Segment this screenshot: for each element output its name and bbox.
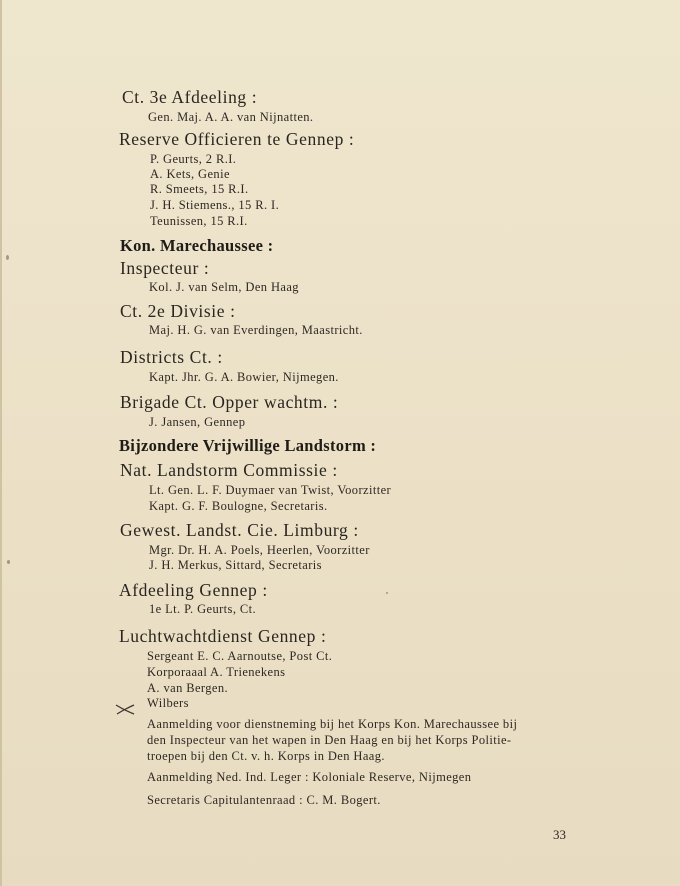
section-entry: Kol. J. van Selm, Den Haag	[149, 280, 299, 294]
section-entry: Mgr. Dr. H. A. Poels, Heerlen, Voorzitter	[149, 543, 370, 557]
section-entry: Teunissen, 15 R.I.	[150, 214, 248, 228]
note-line: Secretaris Capitulantenraad : C. M. Bogert.	[147, 793, 381, 807]
section-heading-bold: Kon. Marechaussee :	[120, 236, 274, 255]
section-entry: A. Kets, Genie	[150, 167, 230, 181]
section-entry: Lt. Gen. L. F. Duymaer van Twist, Voorzitter	[149, 483, 392, 497]
page-number: 33	[553, 827, 566, 842]
note-line: den Inspecteur van het wapen in Den Haag en bij het Korps Politie-	[147, 733, 512, 747]
paper-speck	[6, 255, 9, 260]
section-entry: Sergeant E. C. Aarnoutse, Post Ct.	[147, 649, 333, 663]
section-heading: Districts Ct. :	[120, 347, 223, 367]
section-entry: J. H. Merkus, Sittard, Secretaris	[149, 558, 322, 572]
section-entry: Gen. Maj. A. A. van Nijnatten.	[148, 110, 314, 124]
section-entry: 1e Lt. P. Geurts, Ct.	[149, 602, 257, 616]
section-heading: Ct. 2e Divisie :	[120, 301, 236, 321]
note-line: troepen bij den Ct. v. h. Korps in Den Haag.	[147, 749, 385, 763]
section-entry: Kapt. G. F. Boulogne, Secretaris.	[149, 499, 328, 513]
section-heading: Gewest. Landst. Cie. Limburg :	[120, 520, 359, 540]
section-entry: Kapt. Jhr. G. A. Bowier, Nijmegen.	[149, 370, 339, 384]
pencil-cross-mark-icon	[114, 702, 136, 716]
section-heading: Brigade Ct. Opper wachtm. :	[120, 392, 339, 412]
section-heading: Nat. Landstorm Commissie :	[120, 460, 338, 480]
note-line: Aanmelding Ned. Ind. Leger : Koloniale Reserve, Nijmegen	[147, 770, 472, 784]
section-heading-bold: Bijzondere Vrijwillige Landstorm :	[119, 436, 377, 455]
section-heading: Ct. 3e Afdeeling :	[122, 87, 258, 107]
section-entry: R. Smeets, 15 R.I.	[150, 182, 249, 196]
section-heading: Reserve Officieren te Gennep :	[119, 129, 355, 149]
section-entry: Korporaaal A. Trienekens	[147, 665, 286, 679]
section-entry: Wilbers	[147, 696, 189, 710]
section-entry: A. van Bergen.	[147, 681, 229, 695]
section-heading: Inspecteur :	[120, 258, 210, 278]
note-line: Aanmelding voor dienstneming bij het Korps Kon. Marechaussee bij	[147, 717, 518, 731]
section-entry: Maj. H. G. van Everdingen, Maastricht.	[149, 323, 363, 337]
section-entry: J. Jansen, Gennep	[149, 415, 246, 429]
section-entry: P. Geurts, 2 R.I.	[150, 152, 237, 166]
paper-speck	[386, 592, 388, 594]
section-heading: Luchtwachtdienst Gennep :	[119, 626, 327, 646]
section-heading: Afdeeling Gennep :	[119, 580, 268, 600]
section-entry: J. H. Stiemens., 15 R. I.	[150, 198, 280, 212]
paper-speck	[7, 560, 10, 564]
